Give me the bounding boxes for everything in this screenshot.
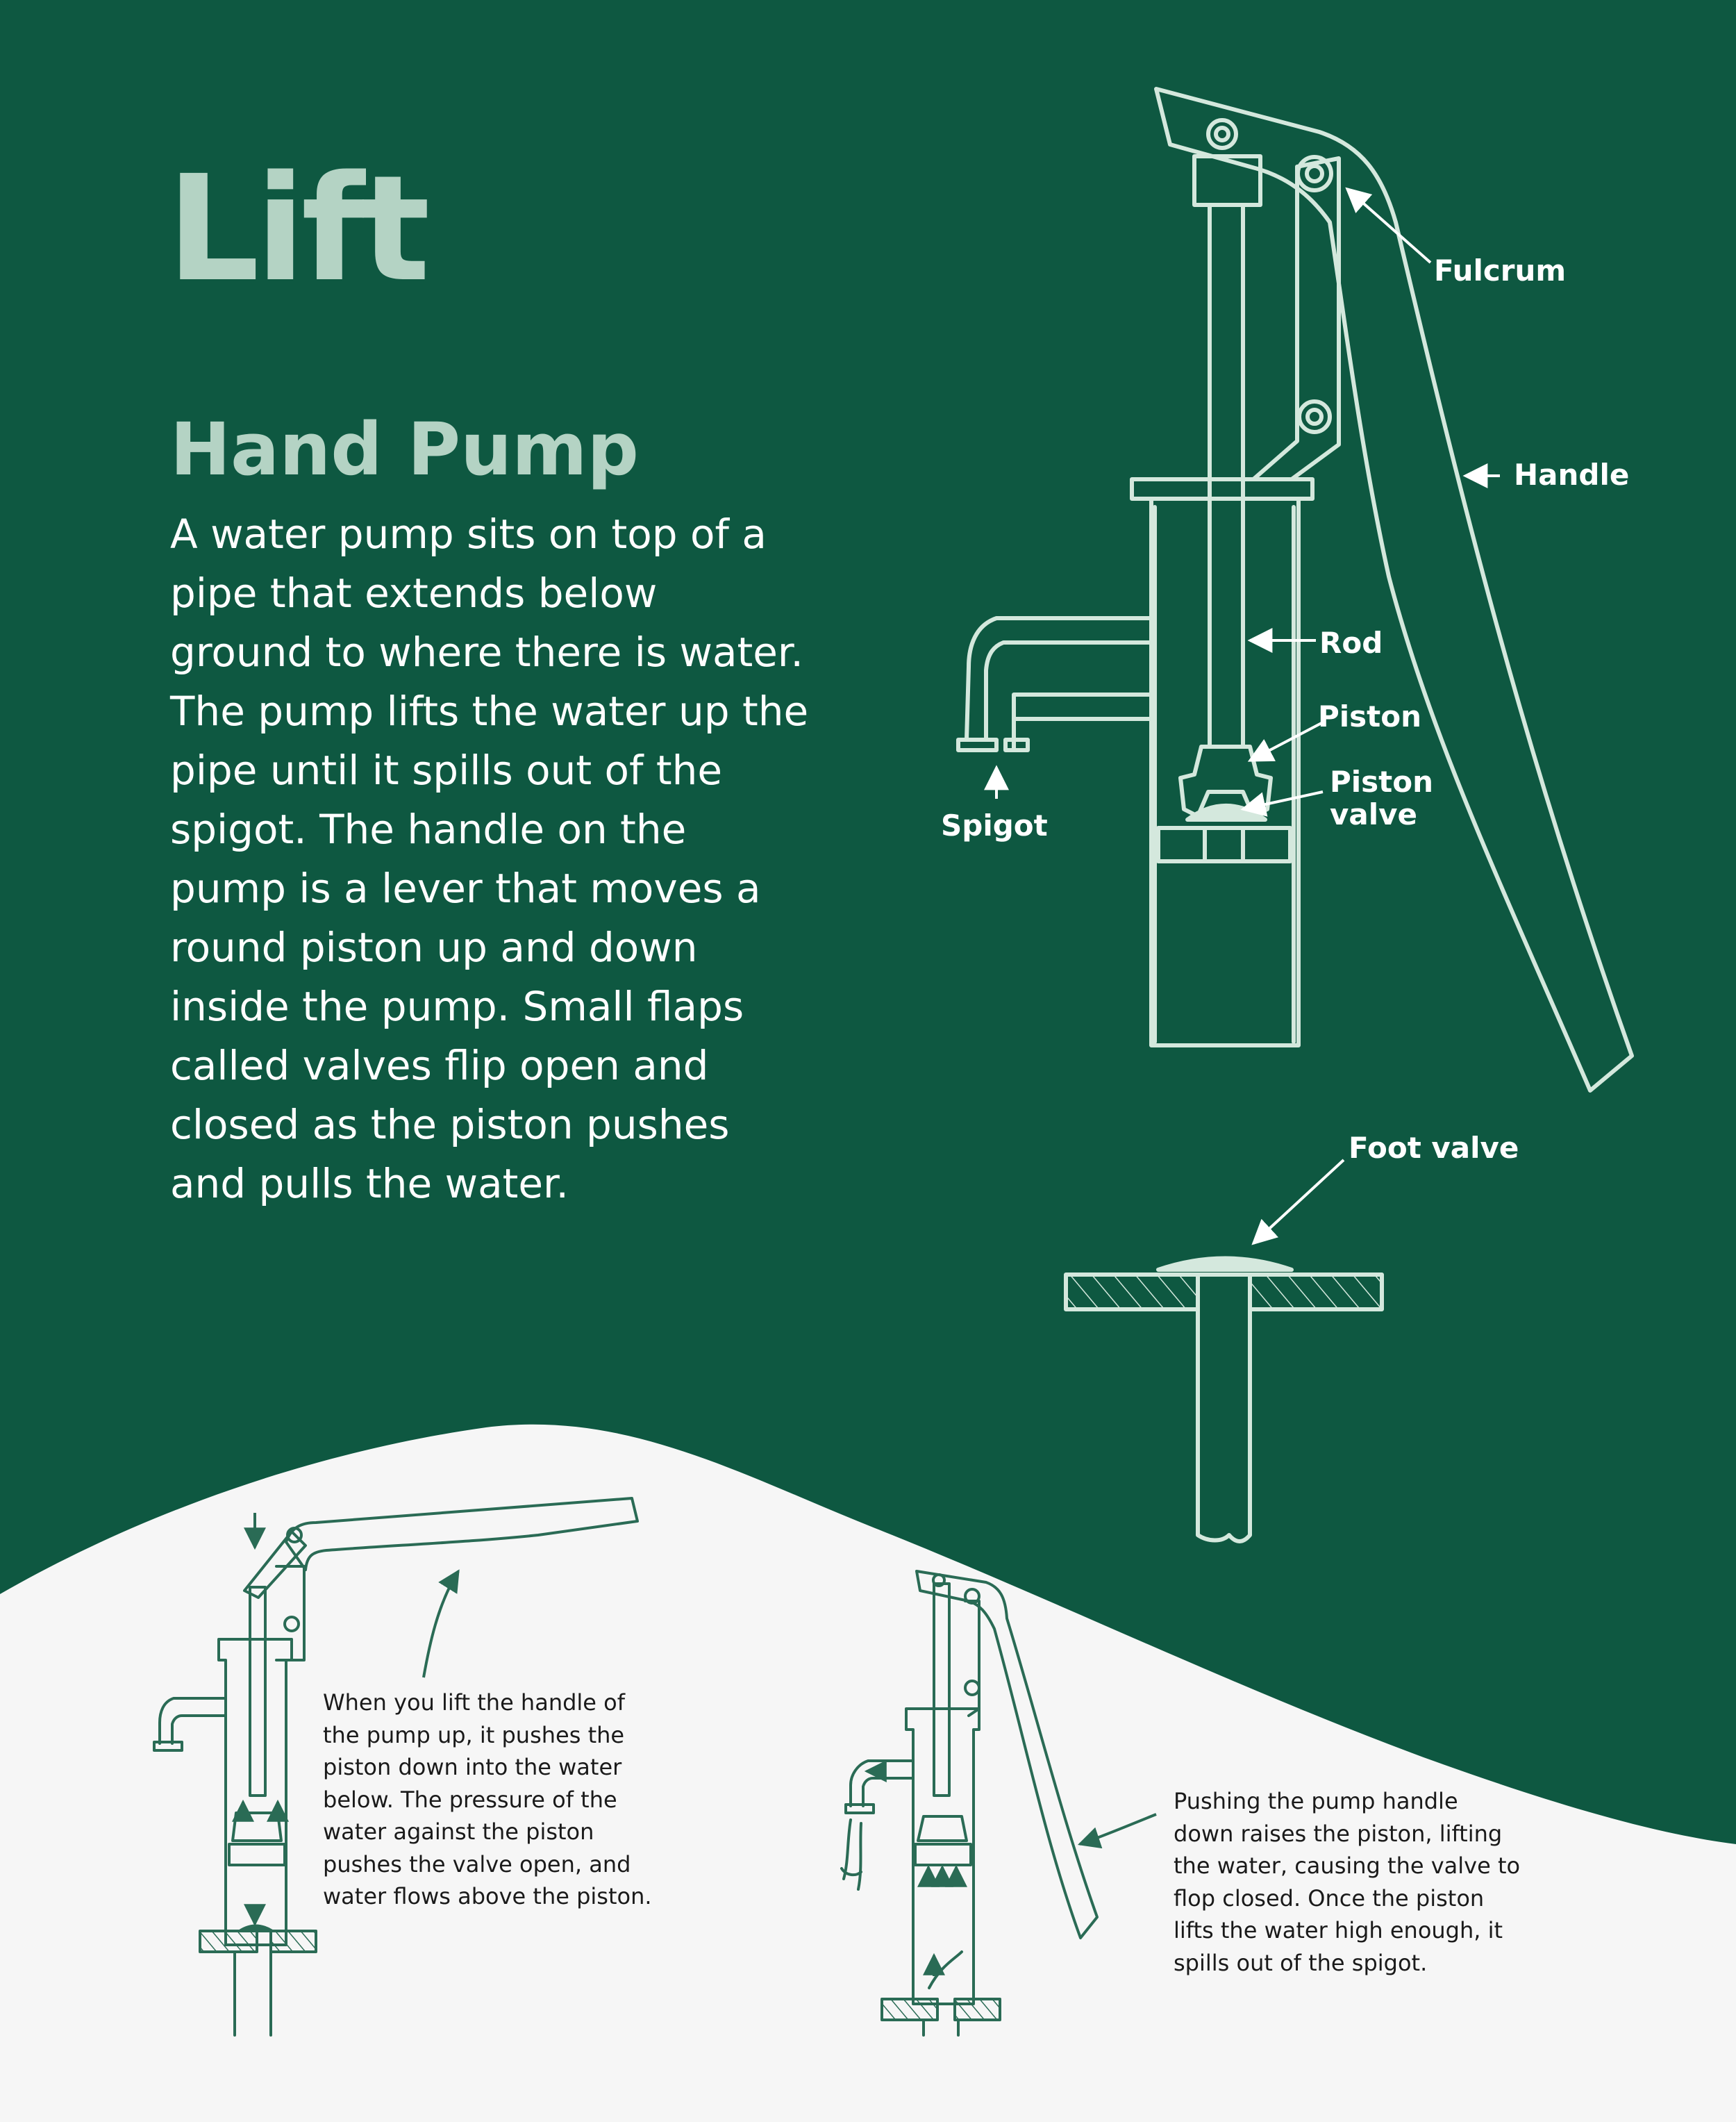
spigot [967,618,1151,740]
main-pump-diagram [958,89,1632,1541]
link-bolt [1299,401,1330,432]
description-paragraph: A water pump sits on top of a pipe that extends below ground to where there is water. The pump lifts the water up the pipe until it spills out of the spigot. The handle on the pump is a lever that moves a round piston up and down inside the pump. Small flaps called valves flip open and closed as the piston pushes and pulls the water. [170,511,809,1207]
base-flange-right [1250,1275,1382,1309]
label-rod: Rod [1319,626,1383,660]
rod-block [1194,156,1260,205]
white-wave-panel [0,1425,1736,2122]
handle-shape [1156,89,1632,1091]
base-flange-left [1066,1275,1198,1309]
label-spigot: Spigot [941,809,1048,843]
handle-pivot-bolt [1208,120,1236,148]
label-piston-valve-line2: valve [1330,797,1417,831]
foot-valve [1158,1259,1292,1270]
piston-seal [1158,828,1290,861]
pipe [1198,1309,1250,1541]
rod [1210,205,1243,747]
section-title: Hand Pump [170,407,639,492]
label-fulcrum: Fulcrum [1434,254,1567,288]
caption-lift-handle: When you lift the handle of the pump up, it pushes the piston down into the water below. The pressure of the water against the piston pushes the valve open, and water flows above the piston. [323,1689,652,1909]
page-title: Lift [167,144,426,314]
fulcrum-link [1253,158,1339,479]
pump-cap [1132,479,1312,1045]
label-foot-valve: Foot valve [1349,1131,1519,1165]
label-piston-valve-line1: Piston [1330,765,1434,799]
caption-push-handle: Pushing the pump handle down raises the piston, lifting the water, causing the valve to flop closed. Once the piston lifts the water high enough, it spills out of the spigot. [1174,1788,1521,1976]
label-piston: Piston [1318,699,1422,733]
label-handle: Handle [1514,458,1630,492]
